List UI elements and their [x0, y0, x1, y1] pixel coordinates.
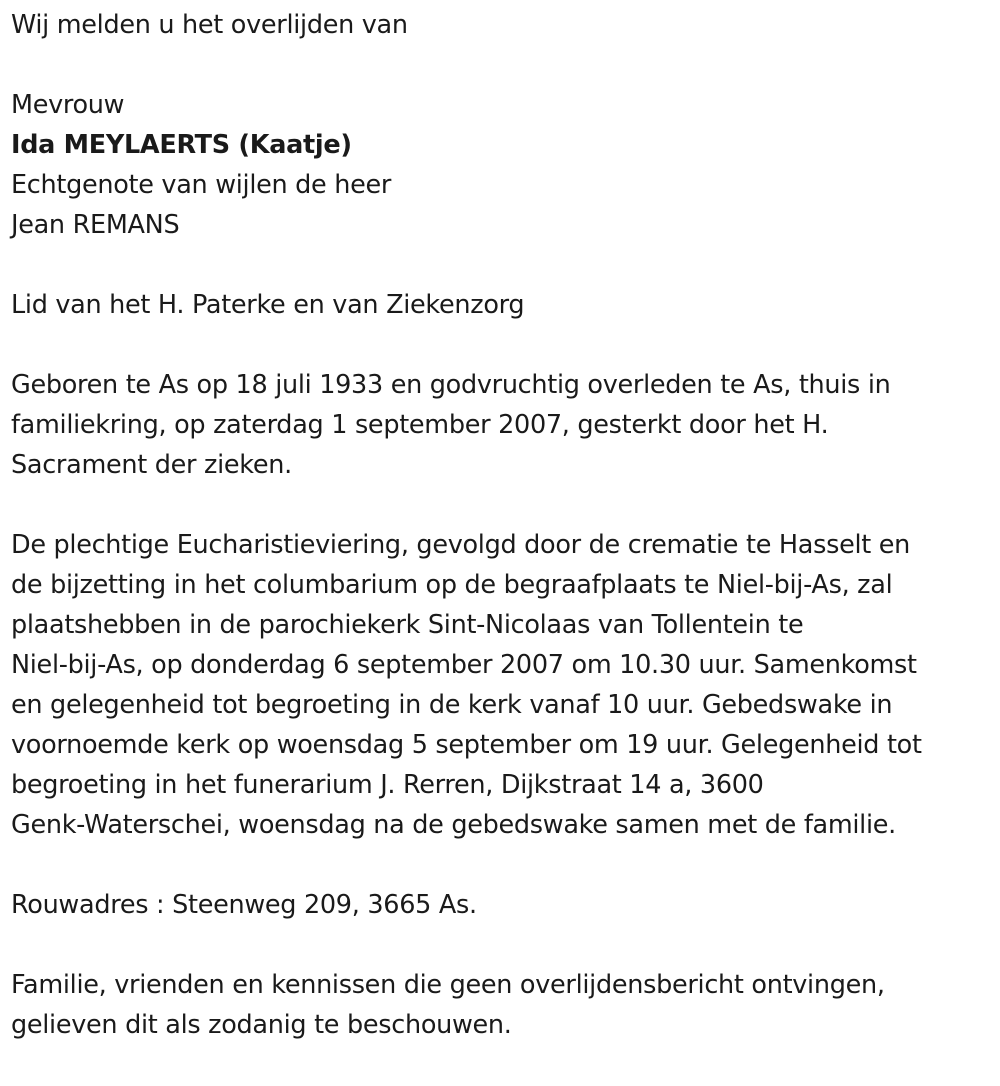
ceremony-line: plaatshebben in de parochiekerk Sint-Nicolaas van Tollentein te	[11, 610, 804, 640]
ceremony-line: Genk-Waterschei, woensdag na de gebedswake samen met de familie.	[11, 810, 896, 840]
ceremony-paragraph	[11, 525, 1000, 845]
closing-paragraph	[11, 965, 1000, 1045]
salutation: Mevrouw	[11, 90, 125, 120]
deceased-block	[11, 85, 1000, 245]
ceremony-line: en gelegenheid tot begroeting in de kerk vanaf 10 uur. Gebedswake in	[11, 690, 893, 720]
intro-text: Wij melden u het overlijden van	[11, 10, 408, 40]
closing-line: gelieven dit als zodanig te beschouwen.	[11, 1010, 512, 1040]
spouse-name: Jean REMANS	[11, 210, 180, 240]
membership-text: Lid van het H. Paterke en van Ziekenzorg	[11, 290, 525, 320]
mourning-address: Rouwadres : Steenweg 209, 3665 As.	[11, 890, 477, 920]
ceremony-line: De plechtige Eucharistieviering, gevolgd door de crematie te Hasselt en	[11, 530, 910, 560]
birth-death-line: Sacrament der zieken.	[11, 450, 292, 480]
address-block	[11, 885, 1000, 925]
deceased-name: Ida MEYLAERTS (Kaatje)	[11, 130, 352, 160]
ceremony-line: voornoemde kerk op woensdag 5 september om 19 uur. Gelegenheid tot	[11, 730, 922, 760]
ceremony-line: begroeting in het funerarium J. Rerren, Dijkstraat 14 a, 3600	[11, 770, 764, 800]
membership-block	[11, 285, 1000, 325]
relation-text: Echtgenote van wijlen de heer	[11, 170, 392, 200]
birth-death-line: Geboren te As op 18 juli 1933 en godvruchtig overleden te As, thuis in	[11, 370, 891, 400]
ceremony-line: de bijzetting in het columbarium op de begraafplaats te Niel-bij-As, zal	[11, 570, 893, 600]
birth-death-line: familiekring, op zaterdag 1 september 2007, gesterkt door het H.	[11, 410, 829, 440]
closing-line: Familie, vrienden en kennissen die geen overlijdensbericht ontvingen,	[11, 970, 885, 1000]
birth-death-paragraph	[11, 365, 1000, 485]
ceremony-line: Niel-bij-As, op donderdag 6 september 2007 om 10.30 uur. Samenkomst	[11, 650, 917, 680]
